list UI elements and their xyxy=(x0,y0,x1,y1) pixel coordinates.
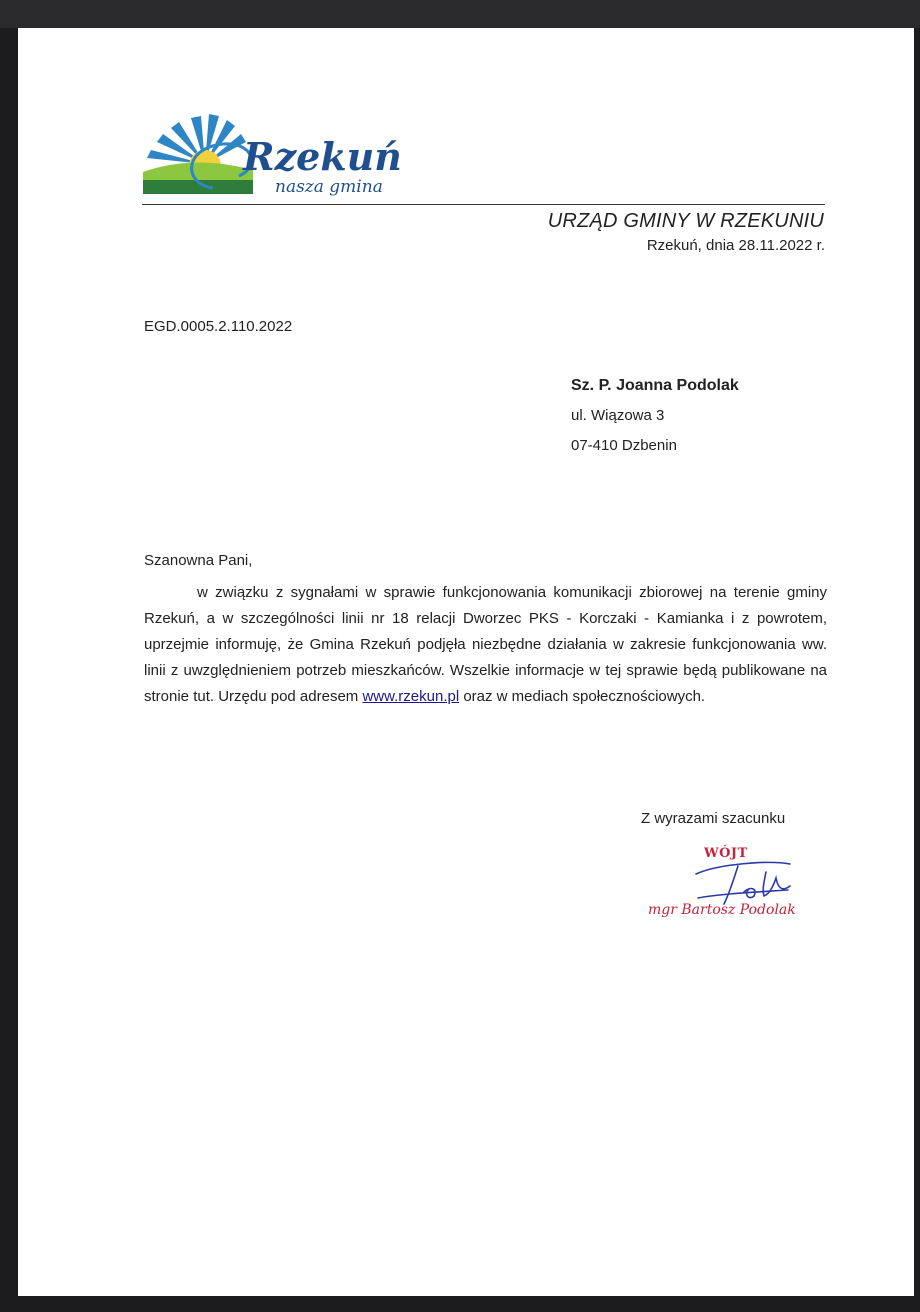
recipient-address xyxy=(571,376,739,466)
body-text-part1: w związku z sygnałami w sprawie funkcjonowania komunikacji zbiorowej na terenie gminy Rzekuń, a w szczególności linii nr 18 relacji Dworzec PKS - Korczaki - Kamianka i z powrotem, uprzejmie informuję, że Gmina Rzekuń podjęła niezbędne działania w zakresie funkcjonowania ww. linii z uwzględnieniem potrzeb mieszkańców. Wszelkie informacje w tej sprawie będą publikowane na stronie tut. Urzędu pod adresem xyxy=(144,584,827,705)
viewer-top-bar xyxy=(0,0,920,28)
stamp-name: mgr Bartosz Podolak xyxy=(648,902,796,918)
salutation: Szanowna Pani, xyxy=(144,552,253,569)
letter-body xyxy=(144,580,827,710)
closing: Z wyrazami szacunku xyxy=(641,810,786,827)
body-text-part2: oraz w mediach społecznościowych. xyxy=(459,688,706,705)
recipient-street: ul. Wiązowa 3 xyxy=(571,407,665,424)
reference-number: EGD.0005.2.110.2022 xyxy=(144,318,293,335)
header-divider xyxy=(142,204,825,205)
logo-wordmark: Rzekuń xyxy=(243,134,402,179)
signature-block xyxy=(640,840,820,930)
stamp-title: WÓJT xyxy=(704,846,748,861)
office-name: URZĄD GMINY W RZEKUNIU xyxy=(547,210,824,232)
recipient-name: Sz. P. Joanna Podolak xyxy=(571,377,739,394)
document-page xyxy=(18,28,914,1296)
logo-tagline: nasza gmina xyxy=(275,177,383,197)
handwritten-signature xyxy=(678,854,808,909)
website-link[interactable]: www.rzekun.pl xyxy=(362,688,460,705)
rzekun-logo xyxy=(143,114,433,198)
recipient-city: 07-410 Dzbenin xyxy=(571,437,677,454)
place-date: Rzekuń, dnia 28.11.2022 r. xyxy=(646,237,825,254)
